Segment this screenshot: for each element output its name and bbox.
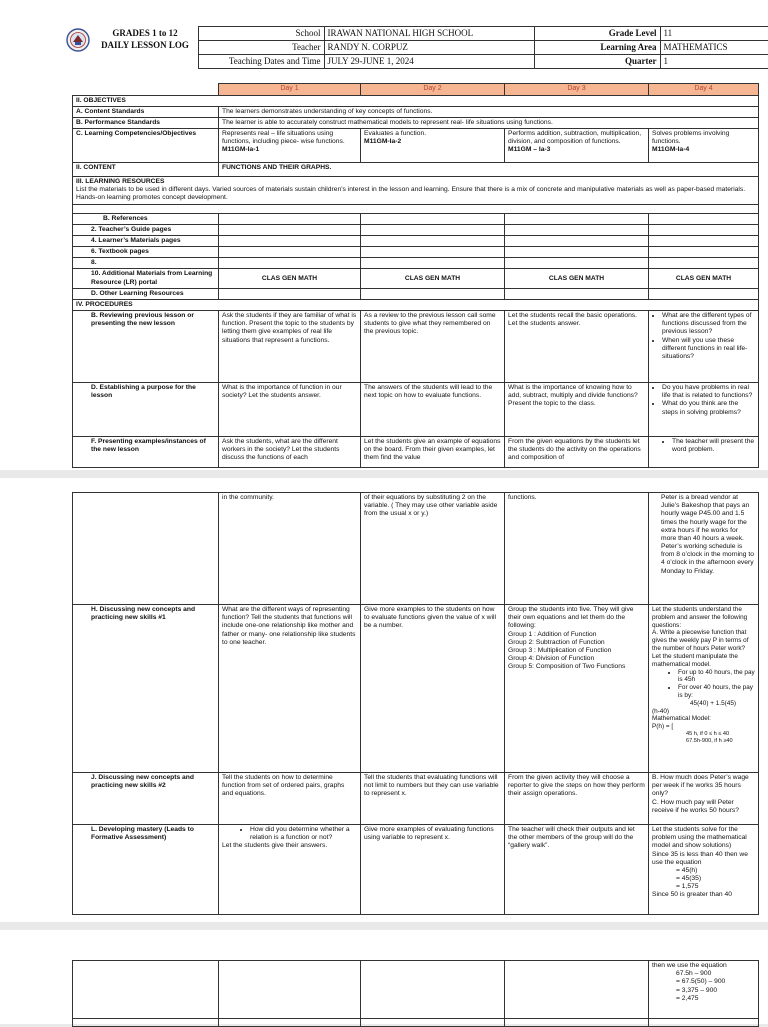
p3-line: then we use the equation: [652, 962, 727, 969]
l-last: Since 50 is greater than 40: [652, 891, 732, 899]
learning-area-label: Learning Area: [534, 41, 660, 55]
list-item: • For over 40 hours, the pay is by:: [678, 684, 755, 700]
p3-eq-2: = 67.5(50) – 900: [676, 978, 726, 986]
list-item: • What do you think are the steps in solving problems?: [662, 400, 755, 416]
h-model-label: Mathematical Model:: [652, 715, 711, 723]
procedure-f-day-4: [649, 437, 759, 468]
group-4: Group 4: Division of Function: [508, 655, 595, 663]
lesson-table-page-3: [72, 960, 759, 1027]
group-intro: Group the students into five. They will give their own equations and let them do the following:: [508, 606, 634, 630]
l-eq-2: = 45(35): [676, 875, 702, 883]
procedure-b-day-2: As a review to the previous lesson call some students to give what they remembered on the previous topic.: [361, 311, 505, 383]
title-line-2: DAILY LESSON LOG: [101, 40, 189, 50]
resources-cell: [73, 177, 759, 205]
performance-standards-label: B. Performance Standards: [73, 117, 219, 128]
procedure-j-day-2: Tell the students that evaluating functions will not limit to numbers but they can use variable to represent x.: [361, 773, 505, 825]
page3-day-4: [649, 961, 759, 1019]
h-expression-2: (h-40): [652, 707, 670, 715]
procedure-d-label: D. Establishing a purpose for the lesson: [73, 383, 219, 437]
competency-code: M11GM – Ia-3: [508, 146, 551, 154]
group-3: Group 3 : Multiplication of Function: [508, 646, 612, 654]
day-1-header: Day 1: [219, 84, 361, 96]
procedure-f-label: F. Presenting examples/instances of the new lesson: [73, 437, 219, 468]
objectives-heading: II. OBJECTIVES: [73, 95, 759, 106]
group-5: Group 5: Composition of Two Functions: [508, 663, 626, 671]
p3-eq-1: 67.5h – 900: [676, 970, 712, 978]
procedure-h-label: H. Discussing new concepts and practicing new skills #1: [73, 605, 219, 773]
additional-materials-label: 10. Additional Materials from Learning Resource (LR) portal: [73, 269, 219, 288]
competency-code: M11GM-Ia-2: [364, 138, 402, 146]
list-item: • What are the different types of functions discussed from the previous lesson?: [662, 312, 755, 337]
h-manipulate: Let the student manipulate the mathematical model.: [652, 652, 738, 668]
competency-day-2: [361, 129, 505, 163]
dates-label: Teaching Dates and Time: [198, 55, 324, 69]
day-3-header: Day 3: [505, 84, 649, 96]
day-2-header: Day 2: [361, 84, 505, 96]
competency-text: Solves problems involving functions.: [652, 130, 730, 146]
procedure-j-day-3: From the given activity they will choose a reporter to give the steps on how they perform their assign operations.: [505, 773, 649, 825]
procedure-d-day-4: [649, 383, 759, 437]
learning-area-value: MATHEMATICS: [660, 41, 768, 55]
title-line-1: GRADES 1 to 12: [112, 28, 178, 38]
l-after: Let the students give their answers.: [222, 842, 328, 850]
lesson-table-page-1: [72, 83, 759, 468]
h-question-a: A. Write a piecewise function that gives the weekly pay P in terms of the number of hours Peter work?: [652, 629, 749, 653]
competency-day-4: [649, 129, 759, 163]
procedure-d-day-1: What is the importance of function in our society? Let the students answer.: [219, 383, 361, 437]
quarter-label: Quarter: [534, 55, 660, 69]
content-label: II. CONTENT: [73, 163, 219, 177]
additional-day-3: CLAS GEN MATH: [505, 269, 649, 288]
school-label: School: [198, 27, 324, 41]
procedure-l-day-4: [649, 825, 759, 915]
group-2: Group 2: Subtraction of Function: [508, 638, 605, 646]
procedure-l-day-3: The teacher will check their outputs and let the other members of the group will do the “gallery walk”.: [505, 825, 649, 915]
procedure-j-day-4: B. How much does Peter’s wage per week if he works 35 hours only? C. How much pay will Peter receive if he works 50 hours?: [649, 773, 759, 825]
grade-level-label: Grade Level: [534, 27, 660, 41]
content-standards-value: The learners demonstrates understanding of key concepts of functions.: [219, 106, 759, 117]
l-eq-1: = 45(h): [676, 866, 698, 874]
additional-day-1: CLAS GEN MATH: [219, 269, 361, 288]
procedure-j-label: J. Discussing new concepts and practicing new skills #2: [73, 773, 219, 825]
competency-day-1: [219, 129, 361, 163]
p3-eq-4: = 2,475: [676, 994, 699, 1002]
group-1: Group 1 : Addition of Function: [508, 630, 597, 638]
procedure-f-cont-day-2: of their equations by substituting 2 on the variable. ( They may use other variable aside from the usual x or y.): [361, 493, 505, 605]
teacher-label: Teacher: [198, 41, 324, 55]
teacher-value: RANDY N. CORPUZ: [324, 41, 534, 55]
procedure-b-label: B. Reviewing previous lesson or presenting the new lesson: [73, 311, 219, 383]
procedure-b-day-3: Let the students recall the basic operations. Let the students answer.: [505, 311, 649, 383]
procedure-f-day-2: Let the students give an example of equations on the board. From their given examples, let them find the value: [361, 437, 505, 468]
resources-heading: III. LEARNING RESOURCES: [76, 178, 165, 186]
h-model: P(h) = [: [652, 723, 674, 731]
resources-intro: List the materials to be used in different days. Varied sources of materials sustain children’s interest in the lesson and learning. Ensure that there is a mix of concrete and manipulative materials as well as paper-based materials. Hands-on learning promotes concept development.: [76, 186, 746, 202]
competency-text: Performs addition, subtraction, multiplication, division, and composition of functions.: [508, 130, 642, 146]
procedure-f-day-3: From the given equations by the students let the students do the activity on the operations and composition of: [505, 437, 649, 468]
list-item: • How did you determine whether a relation is a function or not?: [250, 826, 357, 842]
additional-day-4: CLAS GEN MATH: [649, 269, 759, 288]
procedure-f-cont-day-1: in the community.: [219, 493, 361, 605]
procedure-l-day-1: [219, 825, 361, 915]
day-4-header: Day 4: [649, 84, 759, 96]
procedure-b-day-4: [649, 311, 759, 383]
textbook-label: 6. Textbook pages: [73, 247, 219, 258]
competency-code: M11GM-Ia-4: [652, 146, 690, 154]
h-expression: 45(40) + 1.5(45): [690, 699, 737, 707]
list-item: • The teacher will present the word problem.: [672, 438, 755, 454]
school-value: IRAWAN NATIONAL HIGH SCHOOL: [324, 27, 534, 41]
procedure-f-cont-day-4: Peter is a bread vendor at Julie’s Bakeshop that pays an hourly wage P45.00 and 1.5 times the hourly wage for the extra hours if he works for more than 40 hours a week. Peter’s working schedule is from 8 o’clock in the morning to 4 o’clock in the afternoon every Monday to Friday.: [649, 493, 759, 605]
additional-day-2: CLAS GEN MATH: [361, 269, 505, 288]
lesson-table-page-2: [72, 492, 759, 915]
procedure-f-day-1: Ask the students, what are the different workers in the society? Let the students discuss the functions of each: [219, 437, 361, 468]
procedure-h-day-3: [505, 605, 649, 773]
procedure-h-day-2: Give more examples to the students on how to evaluate functions given the value of x will be a number.: [361, 605, 505, 773]
competencies-label: C. Learning Competencies/Objectives: [73, 129, 219, 163]
h-intro: Let the students understand the problem and answer the following questions:: [652, 606, 748, 629]
page-2: [0, 478, 768, 922]
competency-day-3: [505, 129, 649, 163]
teachers-guide-label: 2. Teacher’s Guide pages: [73, 224, 219, 235]
list-item: • Do you have problems in real life that is related to functions?: [662, 384, 755, 400]
procedure-j-day-1: Tell the students on how to determine function from set of ordered pairs, graphs and equations.: [219, 773, 361, 825]
dates-value: JULY 29-JUNE 1, 2024: [324, 55, 534, 69]
content-value: FUNCTIONS AND THEIR GRAPHS.: [219, 163, 759, 177]
quarter-value: 1: [660, 55, 768, 69]
grade-level-value: 11: [660, 27, 768, 41]
h-case-1: 45 h, if 0 ≤ h ≤ 40: [686, 731, 730, 737]
procedure-h-day-1: What are the different ways of representing function? Tell the students that functions will include one-one relationship like mother and father or many- one relationship like students to one teacher.: [219, 605, 361, 773]
procedure-f-cont-day-3: functions.: [505, 493, 649, 605]
procedure-l-day-2: Give more examples of evaluating functions using variable to represent x.: [361, 825, 505, 915]
list-item: • When will you use these different functions in real life-situations?: [662, 337, 755, 362]
procedure-d-day-2: The answers of the students will lead to the next topic on how to evaluate functions.: [361, 383, 505, 437]
competency-text: Evaluates a function.: [364, 130, 427, 138]
procedures-heading: IV. PROCEDURES: [73, 299, 759, 310]
l-intro: Let the students solve for the problem using the mathematical model and show solutions): [652, 826, 747, 850]
header-table: [72, 26, 768, 69]
other-resources-label: D. Other Learning Resources: [73, 288, 219, 299]
h-case-2: 67.5h-900, if h ≥40: [686, 737, 733, 744]
procedure-h-day-4: [649, 605, 759, 773]
list-item: • For up to 40 hours, the pay is 45h: [678, 669, 755, 685]
learners-materials-label: 4. Learner’s Materials pages: [73, 235, 219, 246]
procedure-l-label: L. Developing mastery (Leads to Formative Assessment): [73, 825, 219, 915]
competency-text: Represents real – life situations using functions, including piece- wise functions.: [222, 130, 345, 146]
l-eq-3: = 1,575: [676, 883, 699, 891]
l-line: Since 35 is less than 40 then we use the equation: [652, 850, 748, 866]
page-1: [0, 0, 768, 470]
item-8-label: 8.: [73, 258, 219, 269]
page-3: [0, 930, 768, 1024]
competency-code: M11GM-Ia-1: [222, 146, 260, 154]
performance-standards-value: The learner is able to accurately construct mathematical models to represent real- life situations using functions.: [219, 117, 759, 128]
references-label: B. References: [73, 213, 219, 224]
p3-eq-3: = 3,375 – 900: [676, 986, 718, 994]
content-standards-label: A. Content Standards: [73, 106, 219, 117]
procedure-b-day-1: Ask the students if they are familiar of what is function. Present the topic to the students by letting them give examples of real life situations that represent a functions.: [219, 311, 361, 383]
procedure-d-day-3: What is the importance of knowing how to add, subtract, multiply and divide functions? Present the topic to the class.: [505, 383, 649, 437]
